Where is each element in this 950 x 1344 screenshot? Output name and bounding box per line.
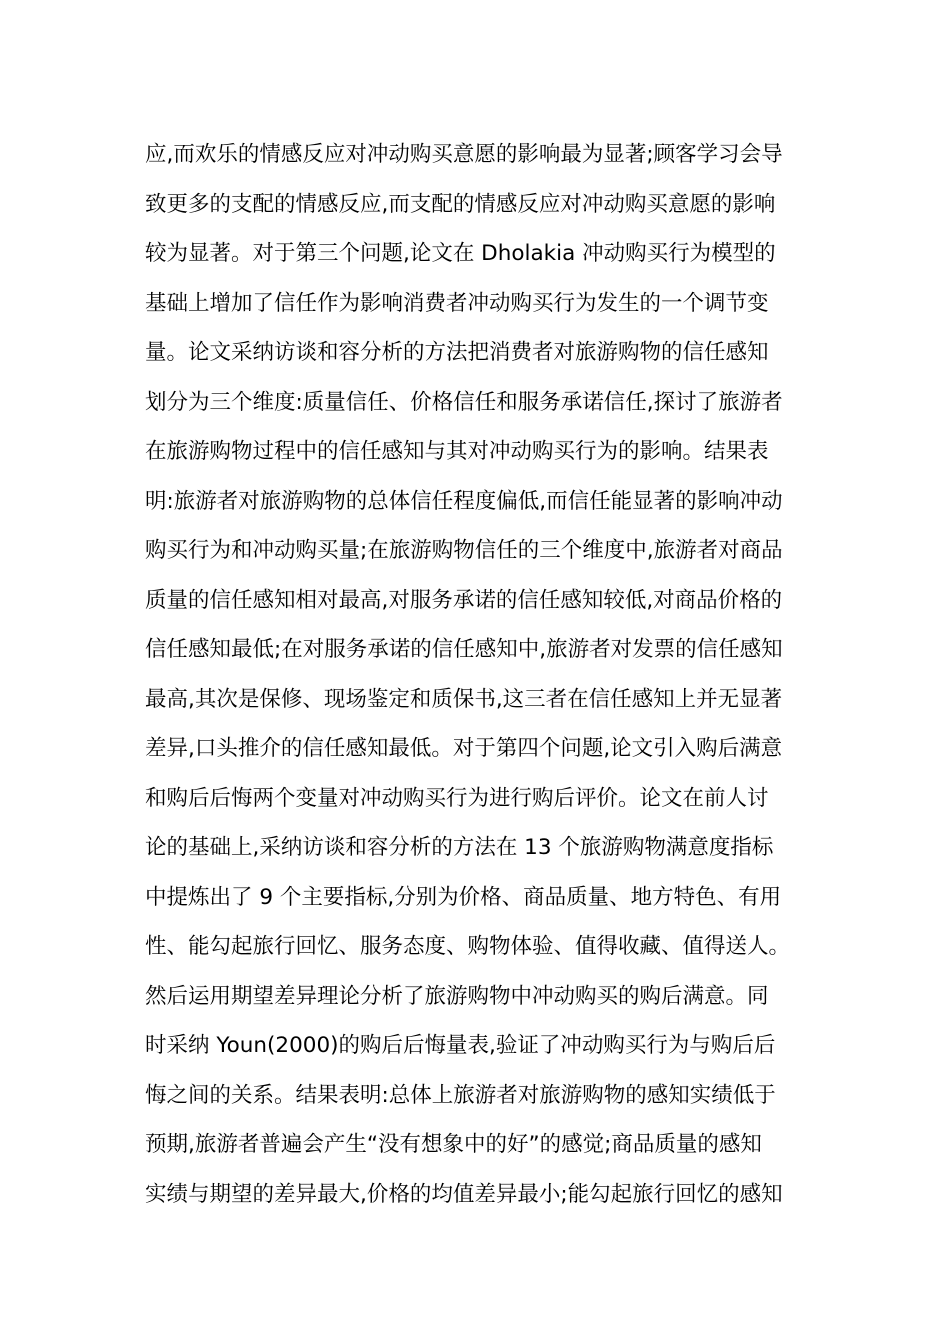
text-line: 基础上增加了信任作为影响消费者冲动购买行为发生的一个调节变 [145,290,769,316]
text-line: 信任感知最低;在对服务承诺的信任感知中,旅游者对发票的信任感知 [145,637,783,662]
text-line: 最高,其次是保修、现场鉴定和质保书,这三者在信任感知上并无显著 [145,686,783,712]
text-line: 预期,旅游者普遍会产生“没有想象中的好”的感觉;商品质量的感知 [145,1132,762,1157]
text-line: 量。论文采纳访谈和容分析的方法把消费者对旅游购物的信任感知 [145,340,769,365]
text-line: 在旅游购物过程中的信任感知与其对冲动购买行为的影响。结果表 [145,439,769,464]
text-line: 论的基础上,采纳访谈和容分析的方法在 13 个旅游购物满意度指标 [145,835,774,860]
text-line: 性、能勾起旅行回忆、服务态度、购物体验、值得收藏、值得送人。 [145,934,791,959]
text-line: 划分为三个维度:质量信任、价格信任和服务承诺信任,探讨了旅游者 [145,389,783,415]
text-line: 购买行为和冲动购买量;在旅游购物信任的三个维度中,旅游者对商品 [145,538,783,563]
text-line: 明:旅游者对旅游购物的总体信任程度偏低,而信任能显著的影响冲动 [145,488,783,514]
body-paragraph [145,130,815,1219]
text-line: 实绩与期望的差异最大,价格的均值差异最小;能勾起旅行回忆的感知 [145,1181,783,1207]
text-line: 应,而欢乐的情感反应对冲动购买意愿的影响最为显著;顾客学习会导 [145,142,783,167]
text-line: 质量的信任感知相对最高,对服务承诺的信任感知较低,对商品价格的 [145,587,783,613]
text-line: 悔之间的关系。结果表明:总体上旅游者对旅游购物的感知实绩低于 [145,1082,776,1108]
text-line: 时采纳 Youn(2000)的购后后悔量表,验证了冲动购买行为与购后后 [145,1033,776,1058]
text-line: 致更多的支配的情感反应,而支配的情感反应对冲动购买意愿的影响 [145,191,776,217]
text-line: 中提炼出了 9 个主要指标,分别为价格、商品质量、地方特色、有用 [145,884,782,910]
text-line: 然后运用期望差异理论分析了旅游购物中冲动购买的购后满意。同 [145,983,769,1009]
text-line: 较为显著。对于第三个问题,论文在 Dholakia 冲动购买行为模型的 [145,241,776,266]
text-line: 和购后后悔两个变量对冲动购买行为进行购后评价。论文在前人讨 [145,785,769,811]
text-line: 差异,口头推介的信任感知最低。对于第四个问题,论文引入购后满意 [145,736,783,761]
